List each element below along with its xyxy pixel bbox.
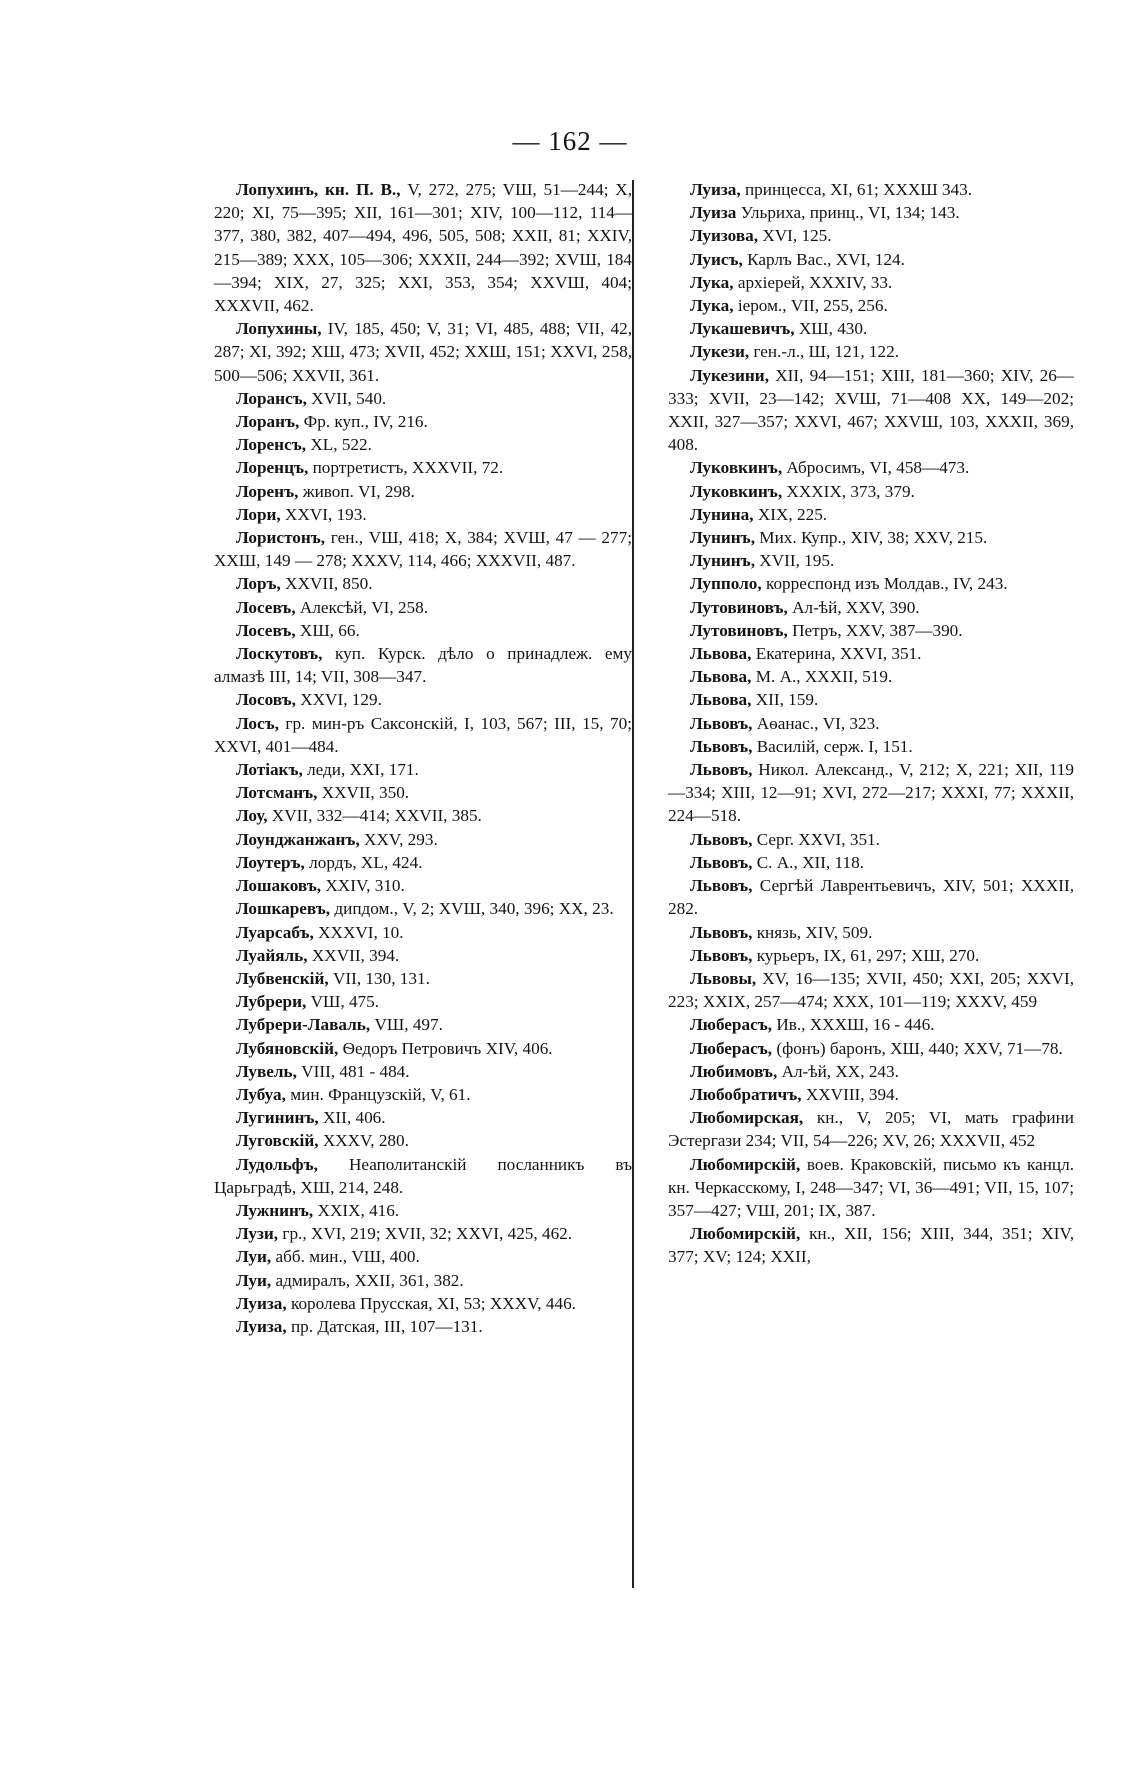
entry-headword: Лузи, xyxy=(236,1224,279,1244)
index-column-right xyxy=(668,178,1074,1269)
entry-headword: Львовъ, xyxy=(690,760,753,780)
entry-headword: Лунинъ, xyxy=(690,551,755,571)
entry-references: V, 272, 275; VШ, 51—244; X, 220; XI, 75—395; XII, 161—301; XIV, 100—112, 114—377, 380, 382, 407—494, 496, 505, 508; XXII, 81; XXIV, 215—389; XXX, 105—306; XXXII, 244—392; XVШ, 184—394; XIX, 27, 325; XXI, 353, 354; XXVШ, 404; XXXVII, 462. xyxy=(214,180,632,316)
index-entry xyxy=(668,688,1074,711)
index-entry xyxy=(214,526,632,572)
entry-headword: Лоръ, xyxy=(236,574,281,594)
index-entry xyxy=(668,271,1074,294)
entry-references: Ал-ѣй, XX, 243. xyxy=(777,1061,899,1081)
entry-references: Ѳедоръ Петровичъ XIV, 406. xyxy=(338,1038,553,1058)
index-entry xyxy=(668,178,1074,201)
entry-references: С. А., XII, 118. xyxy=(752,852,864,872)
entry-references: XII, 94—151; XIII, 181—360; XIV, 26—333; XVII, 23—142; XVШ, 71—408 XX, 149—202; XXII, 327—357; XXVI, 467; XXVШ, 103, XXXII, 369, 408. xyxy=(668,365,1074,455)
entry-references: VII, 130, 131. xyxy=(328,968,430,988)
entry-references: гр., XVI, 219; XVII, 32; XXVI, 425, 462. xyxy=(278,1224,573,1244)
index-entry xyxy=(214,967,632,990)
entry-references: Петръ, XXV, 387—390. xyxy=(787,620,963,640)
index-entry xyxy=(214,433,632,456)
entry-headword: Люберасъ, xyxy=(690,1015,773,1035)
entry-references: принцесса, XI, 61; XXXШ 343. xyxy=(740,180,973,199)
entry-references: воев. Краковскій, письмо къ канцл. кн. Черкасскому, I, 248—347; VI, 36—491; VII, 15, 107; 357—427; VШ, 201; IX, 387. xyxy=(668,1154,1074,1220)
index-entry xyxy=(214,572,632,595)
entry-references: портретистъ, XXXVII, 72. xyxy=(308,458,504,478)
entry-headword: Львовъ, xyxy=(690,829,753,849)
entry-references: Аѳанас., VI, 323. xyxy=(752,713,880,733)
index-entry xyxy=(668,967,1074,1013)
entry-headword: Лужнинъ, xyxy=(236,1200,314,1220)
entry-references: Василій, серж. I, 151. xyxy=(752,736,913,756)
index-entry xyxy=(668,248,1074,271)
entry-headword: Любомирская, xyxy=(690,1108,804,1128)
index-entry xyxy=(214,758,632,781)
entry-headword: Лугининъ, xyxy=(236,1108,319,1128)
entry-headword: Львовъ, xyxy=(690,922,753,942)
entry-headword: Львова, xyxy=(690,644,752,664)
entry-references: XXXVI, 10. xyxy=(313,922,404,942)
column-divider xyxy=(632,180,634,1588)
entry-headword: Любомирскій, xyxy=(690,1154,801,1174)
index-entry xyxy=(668,1153,1074,1223)
entry-headword: Львовъ, xyxy=(690,945,753,965)
entry-headword: Лутовиновъ, xyxy=(690,597,788,617)
entry-headword: Любобратичъ, xyxy=(690,1084,802,1104)
entry-headword: Лосовъ, xyxy=(236,690,296,710)
entry-headword: Лорансъ, xyxy=(236,388,307,408)
entry-headword: Лука, xyxy=(690,296,734,316)
entry-headword: Лосъ, xyxy=(236,713,279,733)
entry-references: Карлъ Вас., XVI, 124. xyxy=(742,249,905,269)
entry-headword: Лотсманъ, xyxy=(236,783,318,803)
index-entry xyxy=(214,828,632,851)
index-entry xyxy=(214,921,632,944)
entry-references: XXXIX, 373, 379. xyxy=(782,481,915,501)
entry-headword: Лотіакъ, xyxy=(236,760,303,780)
entry-references: XVII, 540. xyxy=(306,388,387,408)
entry-headword: Лукезини, xyxy=(690,365,769,385)
page-number: — 162 — xyxy=(512,126,628,156)
entry-references: Никол. Александ., V, 212; X, 221; XII, 119—334; XIII, 12—91; XVI, 272—217; XXXI, 77; XXXII, 224—518. xyxy=(668,760,1074,826)
index-entry xyxy=(668,572,1074,595)
index-entry xyxy=(214,688,632,711)
entry-references: дипдом., V, 2; XVШ, 340, 396; XX, 23. xyxy=(330,899,614,919)
entry-headword: Любомирскій, xyxy=(690,1224,801,1244)
entry-references: XL, 522. xyxy=(306,435,372,455)
entry-headword: Лунина, xyxy=(690,504,754,524)
entry-references: ген., VШ, 418; X, 384; XVШ, 47 — 277; XXШ, 149 — 278; XXXV, 114, 466; XXXVII, 487. xyxy=(214,528,632,571)
entry-headword: Луковкинъ, xyxy=(690,481,783,501)
entry-references: архіерей, XXXIV, 33. xyxy=(733,272,893,292)
entry-headword: Лопухинъ, кн. П. В., xyxy=(236,180,401,199)
entry-headword: Лошкаревъ, xyxy=(236,899,331,919)
entry-references: XII, 159. xyxy=(751,690,819,710)
entry-headword: Любимовъ, xyxy=(690,1061,778,1081)
entry-references: XIX, 225. xyxy=(753,504,828,524)
entry-references: (фонъ) баронъ, XШ, 440; XXV, 71—78. xyxy=(772,1038,1063,1058)
entry-references: XXV, 293. xyxy=(359,829,438,849)
entry-headword: Лутовиновъ, xyxy=(690,620,788,640)
entry-references: Ив., XXXШ, 16 - 446. xyxy=(772,1015,935,1035)
index-column-left xyxy=(214,178,632,1338)
index-entry xyxy=(668,1083,1074,1106)
entry-references: XXVII, 850. xyxy=(280,574,373,594)
index-entry xyxy=(214,1013,632,1036)
index-entry xyxy=(214,480,632,503)
entry-references: леди, XXI, 171. xyxy=(302,760,419,780)
entry-headword: Лудольфъ, xyxy=(236,1154,318,1174)
entry-references: VШ, 497. xyxy=(370,1015,443,1035)
entry-references: Абросимъ, VI, 458—473. xyxy=(782,458,970,478)
index-entry xyxy=(214,944,632,967)
index-entry xyxy=(668,758,1074,828)
entry-headword: Луиза, xyxy=(690,180,741,199)
index-entry xyxy=(668,828,1074,851)
entry-headword: Лукашевичъ, xyxy=(690,319,795,339)
entry-headword: Лоскутовъ, xyxy=(236,644,323,664)
entry-headword: Люберасъ, xyxy=(690,1038,773,1058)
index-entry xyxy=(214,1269,632,1292)
entry-headword: Лори, xyxy=(236,504,281,524)
entry-headword: Львовъ, xyxy=(690,736,753,756)
entry-references: Фр. куп., IV, 216. xyxy=(299,412,428,432)
index-entry xyxy=(214,1037,632,1060)
entry-headword: Лоу, xyxy=(236,806,268,826)
entry-headword: Львовы, xyxy=(690,968,757,988)
index-entry xyxy=(668,596,1074,619)
entry-references: XVII, 332—414; XXVII, 385. xyxy=(267,806,482,826)
index-entry xyxy=(668,456,1074,479)
entry-references: корреспонд изъ Молдав., IV, 243. xyxy=(761,574,1008,594)
entry-headword: Лувель, xyxy=(236,1061,297,1081)
index-entry xyxy=(214,178,632,317)
index-entry xyxy=(214,1199,632,1222)
entry-headword: Лоунджанжанъ, xyxy=(236,829,360,849)
entry-headword: Луковкинъ, xyxy=(690,458,783,478)
entry-references: XXIV, 310. xyxy=(321,876,405,896)
entry-headword: Лубвенскій, xyxy=(236,968,329,988)
index-entry xyxy=(214,387,632,410)
entry-headword: Лошаковъ, xyxy=(236,876,322,896)
entry-references: VIII, 481 - 484. xyxy=(296,1061,410,1081)
index-entry xyxy=(214,990,632,1013)
index-entry xyxy=(214,410,632,433)
index-entry xyxy=(668,549,1074,572)
entry-references: XII, 406. xyxy=(318,1108,386,1128)
index-entry xyxy=(668,874,1074,920)
entry-headword: Лосевъ, xyxy=(236,597,296,617)
entry-headword: Лористонъ, xyxy=(236,528,326,548)
entry-headword: Львовъ, xyxy=(690,713,753,733)
index-entry xyxy=(668,735,1074,758)
entry-references: XXXV, 280. xyxy=(318,1131,409,1151)
entry-headword: Лосевъ, xyxy=(236,620,296,640)
entry-references: Алексѣй, VI, 258. xyxy=(295,597,429,617)
index-entry xyxy=(214,851,632,874)
entry-headword: Лоренъ, xyxy=(236,481,299,501)
entry-headword: Лунинъ, xyxy=(690,528,755,548)
index-entry xyxy=(214,456,632,479)
index-entry xyxy=(214,1153,632,1199)
entry-references: кн., V, 205; VI, мать графини Эстергази 234; VII, 54—226; XV, 26; XXXVII, 452 xyxy=(668,1108,1074,1151)
index-entry xyxy=(214,1060,632,1083)
index-entry xyxy=(214,712,632,758)
entry-headword: Луисъ, xyxy=(690,249,743,269)
entry-references: мин. Французскій, V, 61. xyxy=(285,1084,471,1104)
entry-headword: Лоутеръ, xyxy=(236,852,305,872)
entry-headword: Луиза, xyxy=(236,1316,287,1336)
index-entry xyxy=(668,294,1074,317)
entry-headword: Львова, xyxy=(690,690,752,710)
index-entry xyxy=(668,364,1074,457)
entry-references: Ульриха, принц., VI, 134; 143. xyxy=(736,203,960,223)
entry-headword: Лубрери-Лаваль, xyxy=(236,1015,371,1035)
index-entry xyxy=(668,1222,1074,1268)
index-entry xyxy=(668,526,1074,549)
entry-references: пр. Датская, III, 107—131. xyxy=(286,1316,483,1336)
entry-headword: Лубяновскій, xyxy=(236,1038,339,1058)
index-entry xyxy=(668,851,1074,874)
entry-headword: Луи, xyxy=(236,1247,272,1267)
entry-headword: Луайяль, xyxy=(236,945,308,965)
index-entry xyxy=(214,503,632,526)
entry-references: XXVIII, 394. xyxy=(801,1084,899,1104)
index-entry xyxy=(668,665,1074,688)
entry-references: курьеръ, IX, 61, 297; XШ, 270. xyxy=(752,945,980,965)
entry-headword: Луиза, xyxy=(236,1293,287,1313)
index-entry xyxy=(214,1245,632,1268)
entry-headword: Лоранъ, xyxy=(236,412,300,432)
entry-headword: Луговскій, xyxy=(236,1131,319,1151)
entry-headword: Львовъ, xyxy=(690,852,753,872)
index-entry xyxy=(214,1083,632,1106)
entry-references: абб. мин., VШ, 400. xyxy=(271,1247,420,1267)
index-entry xyxy=(668,503,1074,526)
index-entry xyxy=(668,1013,1074,1036)
index-entry xyxy=(214,897,632,920)
entry-references: XV, 16—135; XVII, 450; XXI, 205; XXVI, 223; XXIX, 257—474; XXX, 101—119; XXXV, 459 xyxy=(668,968,1074,1012)
entry-references: VШ, 475. xyxy=(306,992,380,1012)
index-entry xyxy=(214,804,632,827)
entry-references: XXVI, 129. xyxy=(295,690,382,710)
entry-references: Екатерина, XXVI, 351. xyxy=(751,644,922,664)
entry-references: королева Прусская, XI, 53; XXXV, 446. xyxy=(286,1293,576,1313)
entry-references: Мих. Купр., XIV, 38; XXV, 215. xyxy=(755,528,988,548)
index-entry xyxy=(214,619,632,642)
entry-references: ген.-л., Ш, 121, 122. xyxy=(749,342,900,362)
index-entry xyxy=(214,874,632,897)
index-entry xyxy=(214,596,632,619)
index-entry xyxy=(214,781,632,804)
entry-references: XШ, 66. xyxy=(295,620,360,640)
entry-headword: Лубрери, xyxy=(236,992,307,1012)
index-entry xyxy=(668,712,1074,735)
entry-headword: Луи, xyxy=(236,1270,272,1290)
entry-headword: Лупполо, xyxy=(690,574,762,594)
entry-references: XVII, 195. xyxy=(755,551,835,571)
entry-headword: Лопухины, xyxy=(236,319,322,339)
index-entry xyxy=(668,1060,1074,1083)
index-entry xyxy=(214,1106,632,1129)
index-entry xyxy=(214,642,632,688)
entry-references: лордъ, XL, 424. xyxy=(304,852,423,872)
index-entry xyxy=(668,642,1074,665)
entry-references: Ал-ѣй, XXV, 390. xyxy=(787,597,920,617)
entry-references: куп. Курск. дѣло о принадлеж. ему алмазѣ III, 14; VII, 308—347. xyxy=(214,644,632,687)
entry-headword: Луарсабъ, xyxy=(236,922,314,942)
index-entry xyxy=(668,1106,1074,1152)
entry-references: Сергѣй Лаврентьевичъ, XIV, 501; XXXII, 282. xyxy=(668,876,1074,919)
entry-references: М. А., XXXII, 519. xyxy=(751,667,893,687)
entry-references: IV, 185, 450; V, 31; VI, 485, 488; VII, 42, 287; XI, 392; XШ, 473; XVII, 452; XXШ, 151; XXVI, 258, 500—506; XXVII, 361. xyxy=(214,319,632,385)
entry-references: XXIX, 416. xyxy=(313,1200,400,1220)
entry-headword: Луизова, xyxy=(690,226,759,246)
index-entry xyxy=(214,1222,632,1245)
entry-headword: Лука, xyxy=(690,272,734,292)
index-entry xyxy=(214,1315,632,1338)
entry-references: гр. мин-ръ Саксонскій, I, 103, 567; III, 15, 70; XXVI, 401—484. xyxy=(214,713,632,756)
index-entry xyxy=(214,317,632,387)
entry-headword: Лоренцъ, xyxy=(236,458,309,478)
index-entry xyxy=(214,1129,632,1152)
index-entry xyxy=(668,944,1074,967)
index-entry xyxy=(214,1292,632,1315)
entry-references: XXVI, 193. xyxy=(280,504,367,524)
entry-headword: Лоренсъ, xyxy=(236,435,307,455)
index-entry xyxy=(668,619,1074,642)
entry-headword: Львовъ, xyxy=(690,876,753,896)
index-entry xyxy=(668,201,1074,224)
entry-references: XXVII, 350. xyxy=(317,783,410,803)
entry-references: адмиралъ, XXII, 361, 382. xyxy=(271,1270,464,1290)
index-entry xyxy=(668,921,1074,944)
entry-references: Серг. XXVI, 351. xyxy=(752,829,880,849)
entry-references: кн., XII, 156; XIII, 344, 351; XIV, 377; XV; 124; XXII, xyxy=(668,1224,1074,1267)
index-entry xyxy=(668,340,1074,363)
entry-headword: Луиза xyxy=(690,203,737,223)
index-entry xyxy=(668,1037,1074,1060)
entry-headword: Лукези, xyxy=(690,342,750,362)
entry-references: живоп. VI, 298. xyxy=(298,481,415,501)
entry-headword: Львова, xyxy=(690,667,752,687)
entry-references: Неаполитанскій посланникъ въ Царьградѣ, XШ, 214, 248. xyxy=(214,1154,632,1197)
entry-references: XXVII, 394. xyxy=(307,945,400,965)
index-entry xyxy=(668,317,1074,340)
index-entry xyxy=(668,224,1074,247)
entry-references: XШ, 430. xyxy=(794,319,868,339)
entry-references: князь, XIV, 509. xyxy=(752,922,873,942)
entry-references: іером., VII, 255, 256. xyxy=(733,296,888,316)
entry-references: XVI, 125. xyxy=(758,226,832,246)
entry-headword: Лубуа, xyxy=(236,1084,286,1104)
index-entry xyxy=(668,480,1074,503)
